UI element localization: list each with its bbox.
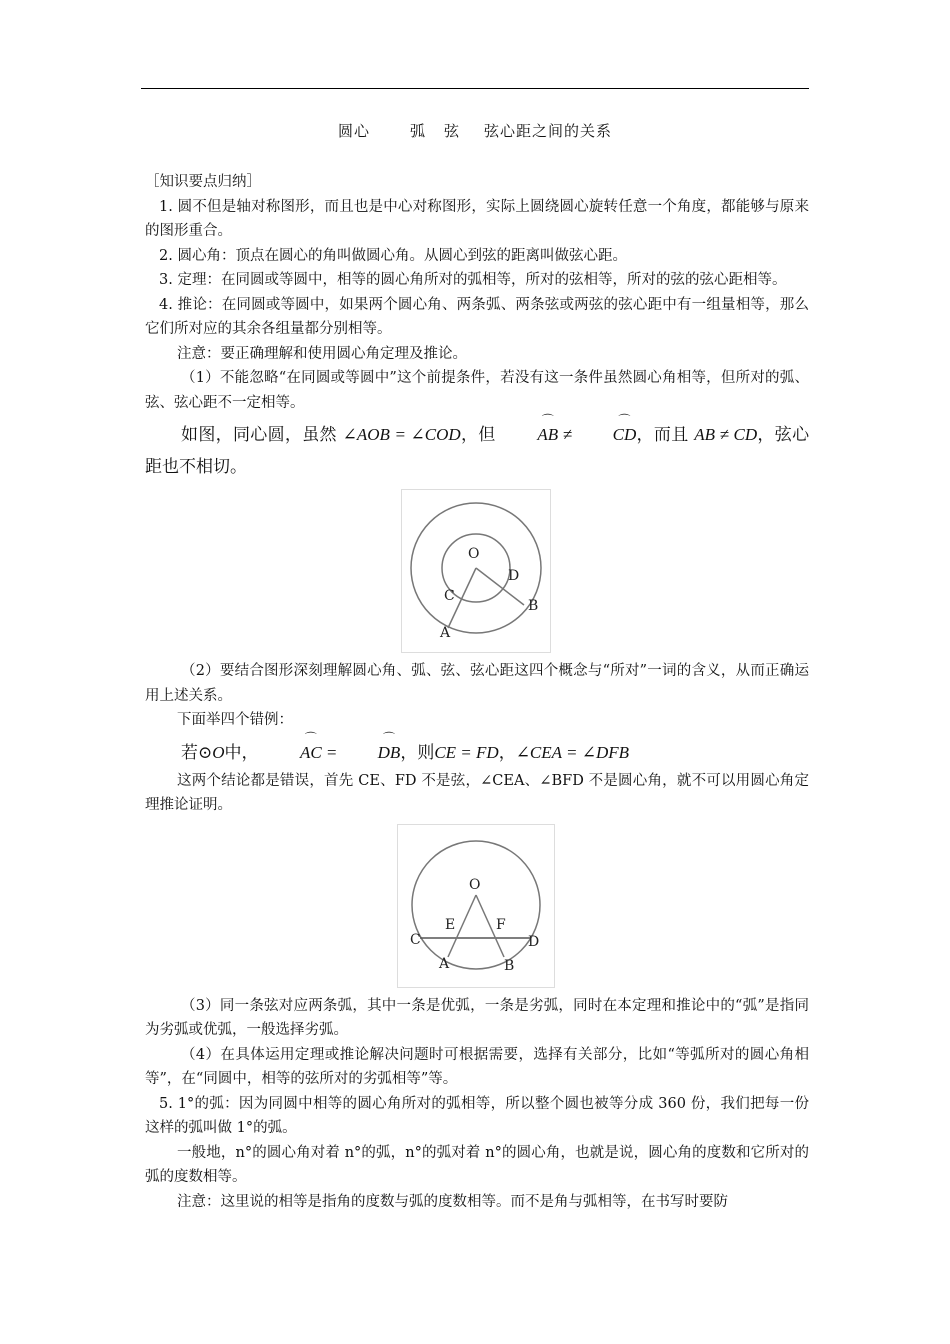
section-header: ［知识要点归纳］ [145, 174, 261, 190]
label-a: A [440, 625, 451, 641]
note-point-3: （3）同一条弦对应两条弧，其中一条是优弧，一条是劣弧，同时在本定理和推论中的“弧”是指同为劣弧或优弧，一般选择劣弧。 [145, 997, 809, 1038]
example-2-arc-db: ⌒ DB [342, 737, 401, 769]
example-2-arc-ac: ⌒ AC [264, 737, 322, 769]
document-body [145, 170, 809, 1214]
label-a: A [439, 955, 450, 972]
top-rule [141, 88, 809, 89]
item-1: 1. 圆不但是轴对称图形，而且也是中心对称图形，实际上圆绕圆心旋转任意一个角度，都能够与原来的图形重合。 [145, 198, 809, 239]
circle [412, 841, 540, 969]
example-2-eq: = [321, 742, 342, 762]
example-2-segment-eq: CE = FD [434, 742, 499, 762]
item-5: 5. 1°的弧：因为同圆中相等的圆心角所对的弧相等，所以整个圆也被等分成 360 份，我们把每一份这样的弧叫做 1°的弧。 [145, 1095, 809, 1136]
label-d: D [528, 933, 540, 950]
wrong-examples-intro: 下面举四个错例： [177, 712, 293, 728]
title-word-2: 弧 [409, 122, 426, 140]
figure-circle-chord [397, 824, 555, 988]
example-1-angle-eq: ∠AOB = ∠COD [342, 425, 461, 444]
title-word-3: 弦 [444, 122, 461, 140]
example-1-text-d: ，弦心距也不相切。 [145, 425, 810, 477]
example-2-explanation: 这两个结论都是错误，首先 CE、FD 不是弦，∠CEA、∠BFD 不是圆心角，就不可以用圆心角定理推论证明。 [145, 772, 809, 813]
figure-concentric-circles [401, 489, 551, 653]
label-c: C [410, 931, 421, 948]
label-o: O [469, 876, 481, 893]
example-1-text-c: ，而且 [636, 425, 689, 445]
label-f: F [496, 916, 506, 933]
title-word-1: 圆心 [337, 122, 370, 140]
note-point-1: （1）不能忽略“在同圆或等圆中”这个前提条件，若没有这一条件虽然圆心角相等，但所对的弧、弦、弦心距不一定相等。 [145, 370, 809, 411]
example-2-angle-eq: ∠CEA = ∠DFB [515, 742, 629, 762]
example-1-neq: ≠ [558, 425, 577, 444]
item-5-note: 注意：这里说的相等是指角的度数与弧的度数相等。而不是角与弧相等，在书写时要防 [177, 1193, 728, 1210]
page-title [141, 120, 809, 141]
label-b: B [504, 957, 515, 974]
item-2: 2. 圆心角：顶点在圆心的角叫做圆心角。从圆心到弦的距离叫做弦心距。 [159, 247, 627, 264]
example-1-arc-ab: ⌒ AB [501, 419, 558, 451]
example-1-arc-cd: ⌒ CD [577, 419, 637, 451]
example-2-text-c: ，则 [400, 742, 435, 763]
title-word-4: 弦心距之间的关系 [484, 122, 613, 140]
example-2-text-d: ， [498, 742, 516, 763]
note-point-4: （4）在具体运用定理或推论解决问题时可根据需要，选择有关部分，比如“等弧所对的圆心角相等”，在“同圆中，相等的弦所对的劣弧相等”等。 [145, 1046, 809, 1087]
example-2-line [145, 737, 809, 769]
example-1-line [145, 419, 809, 483]
label-b: B [528, 598, 539, 614]
example-2-circle-o: O [212, 742, 225, 762]
label-o: O [468, 546, 480, 562]
example-1-chord-neq: AB ≠ CD [694, 425, 758, 444]
example-1-text-b: ，但 [460, 425, 496, 445]
item-4: 4. 推论：在同圆或等圆中，如果两个圆心角、两条弧、两条弦或两弦的弦心距中有一组量相等，那么它们所对应的其余各组量都分别相等。 [145, 296, 809, 337]
example-2-text-b: 中， [224, 742, 259, 763]
item-5-general: 一般地，n°的圆心角对着 n°的弧，n°的弧对着 n°的圆心角，也就是说，圆心角的度数和它所对的弧的度数相等。 [145, 1144, 809, 1185]
label-d: D [508, 568, 520, 584]
label-c: C [444, 588, 455, 604]
example-1-text-a: 如图，同心圆，虽然 [181, 425, 337, 445]
label-e: E [445, 916, 456, 933]
item-3: 3. 定理：在同圆或等圆中，相等的圆心角所对的弧相等，所对的弦相等，所对的弦的弦心距相等。 [159, 272, 787, 288]
note-point-2: （2）要结合图形深刻理解圆心角、弧、弦、弦心距这四个概念与“所对”一词的含义，从而正确运用上述关系。 [145, 663, 809, 704]
example-2-text-a: 若⊙ [181, 742, 213, 763]
note-1: 注意：要正确理解和使用圆心角定理及推论。 [177, 345, 467, 362]
